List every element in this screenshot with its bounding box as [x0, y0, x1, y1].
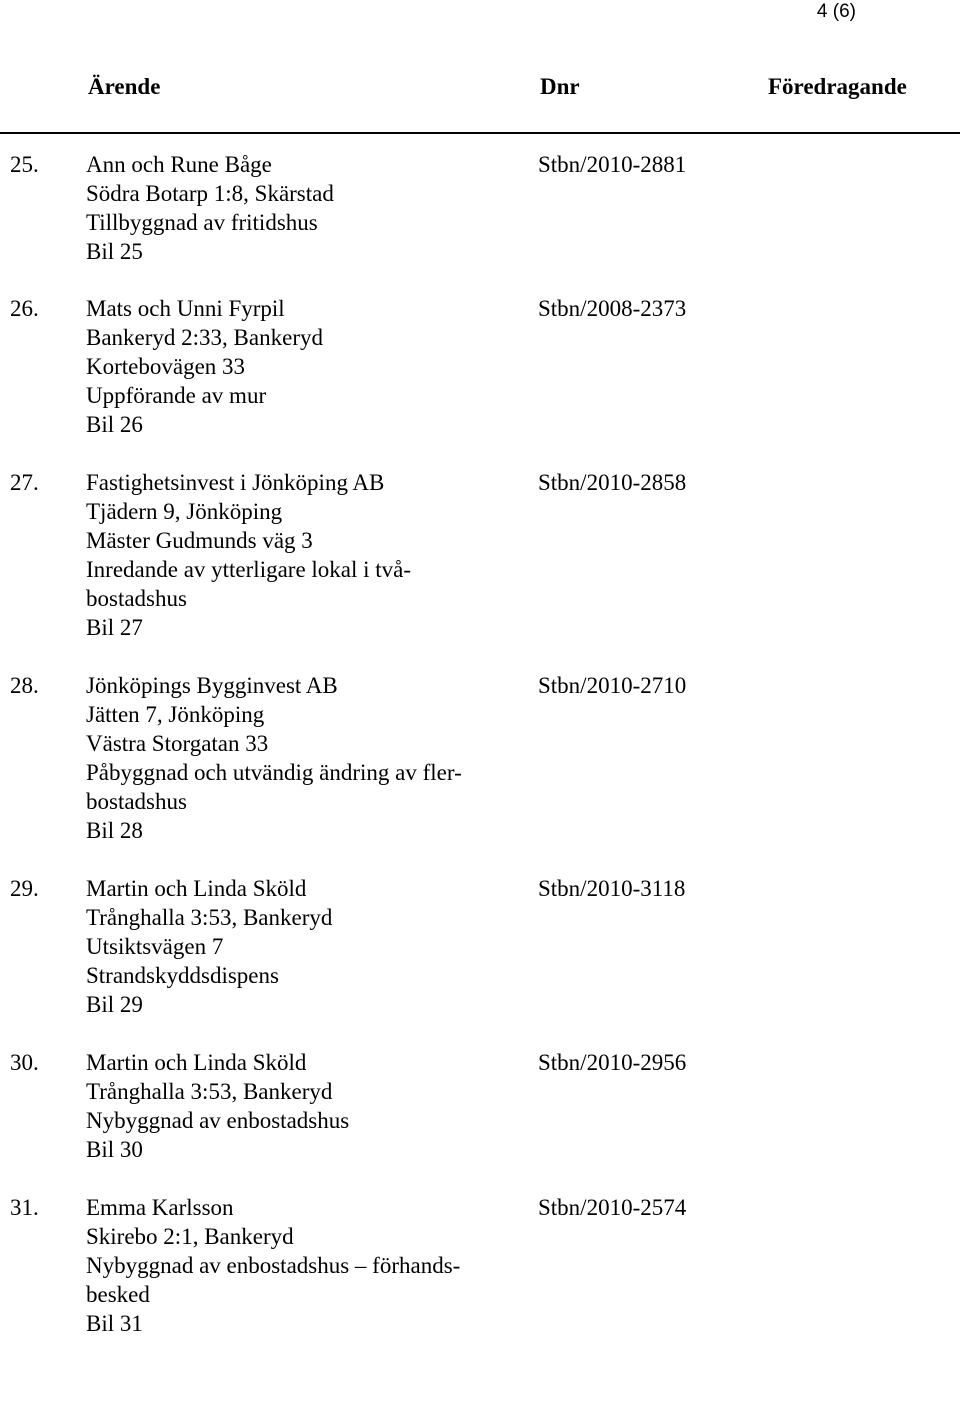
item-description-line: Martin och Linda Sköld [86, 876, 307, 901]
item-description-line: Strandskyddsdispens [86, 963, 279, 988]
item-description-line: Bil 29 [86, 992, 143, 1017]
agenda-item [0, 294, 960, 439]
item-number: 31. [10, 1195, 39, 1220]
item-description-line: Bil 30 [86, 1137, 143, 1162]
item-description-line: Bil 27 [86, 615, 143, 640]
item-dnr: Stbn/2010-2956 [538, 1050, 687, 1075]
item-description-line: Inredande av ytterligare lokal i två- [86, 557, 412, 582]
item-description-line: Bil 28 [86, 818, 143, 843]
page-number: 4 (6) [816, 1, 856, 22]
agenda-item [0, 1193, 960, 1338]
item-description-line: Fastighetsinvest i Jönköping AB [86, 470, 385, 495]
item-dnr: Stbn/2010-2710 [538, 673, 687, 698]
header-dnr: Dnr [540, 74, 580, 99]
item-description [86, 1048, 516, 1164]
agenda-item [0, 468, 960, 642]
item-number: 25. [10, 152, 39, 177]
item-dnr: Stbn/2010-2574 [538, 1195, 687, 1220]
item-number: 27. [10, 470, 39, 495]
item-description-line: Jönköpings Bygginvest AB [86, 673, 338, 698]
item-description-line: Ann och Rune Båge [86, 152, 272, 177]
item-description-line: Kortebovägen 33 [86, 354, 246, 379]
item-description-line: Nybyggnad av enbostadshus [86, 1108, 350, 1133]
item-description-line: Uppförande av mur [86, 383, 267, 408]
item-description-line: Bankeryd 2:33, Bankeryd [86, 325, 323, 350]
item-description-line: Skirebo 2:1, Bankeryd [86, 1224, 294, 1249]
table-header [0, 72, 960, 104]
item-description-line: Bil 25 [86, 239, 143, 264]
agenda-item [0, 150, 960, 266]
item-description-line: bostadshus [86, 586, 187, 611]
item-description-line: Tillbyggnad av fritidshus [86, 210, 318, 235]
item-number: 29. [10, 876, 39, 901]
item-description [86, 874, 516, 1019]
item-description-line: Trånghalla 3:53, Bankeryd [86, 905, 333, 930]
item-description [86, 1193, 516, 1338]
item-description-line: bostadshus [86, 789, 187, 814]
item-description-line: Mats och Unni Fyrpil [86, 296, 285, 321]
item-dnr: Stbn/2008-2373 [538, 296, 687, 321]
header-arende: Ärende [88, 74, 161, 99]
item-number: 30. [10, 1050, 39, 1075]
item-number: 28. [10, 673, 39, 698]
item-description-line: besked [86, 1282, 150, 1307]
item-number: 26. [10, 296, 39, 321]
item-description-line: Mäster Gudmunds väg 3 [86, 528, 313, 553]
agenda-item [0, 671, 960, 845]
item-description [86, 671, 516, 845]
item-dnr: Stbn/2010-3118 [538, 876, 686, 901]
item-description-line: Bil 31 [86, 1311, 143, 1336]
header-divider [0, 132, 960, 134]
item-description-line: Södra Botarp 1:8, Skärstad [86, 181, 334, 206]
item-dnr: Stbn/2010-2881 [538, 152, 687, 177]
item-description-line: Martin och Linda Sköld [86, 1050, 307, 1075]
item-description-line: Jätten 7, Jönköping [86, 702, 265, 727]
agenda-item [0, 874, 960, 1019]
item-description-line: Påbyggnad och utvändig ändring av fler- [86, 760, 462, 785]
item-description-line: Nybyggnad av enbostadshus – förhands- [86, 1253, 461, 1278]
agenda-item [0, 1048, 960, 1164]
item-description-line: Västra Storgatan 33 [86, 731, 269, 756]
item-description-line: Emma Karlsson [86, 1195, 234, 1220]
item-description-line: Tjädern 9, Jönköping [86, 499, 283, 524]
item-description-line: Bil 26 [86, 412, 143, 437]
item-description [86, 294, 516, 439]
item-description [86, 468, 516, 642]
item-description-line: Trånghalla 3:53, Bankeryd [86, 1079, 333, 1104]
item-description [86, 150, 516, 266]
header-foredragande: Föredragande [768, 74, 907, 99]
item-description-line: Utsiktsvägen 7 [86, 934, 224, 959]
item-dnr: Stbn/2010-2858 [538, 470, 687, 495]
